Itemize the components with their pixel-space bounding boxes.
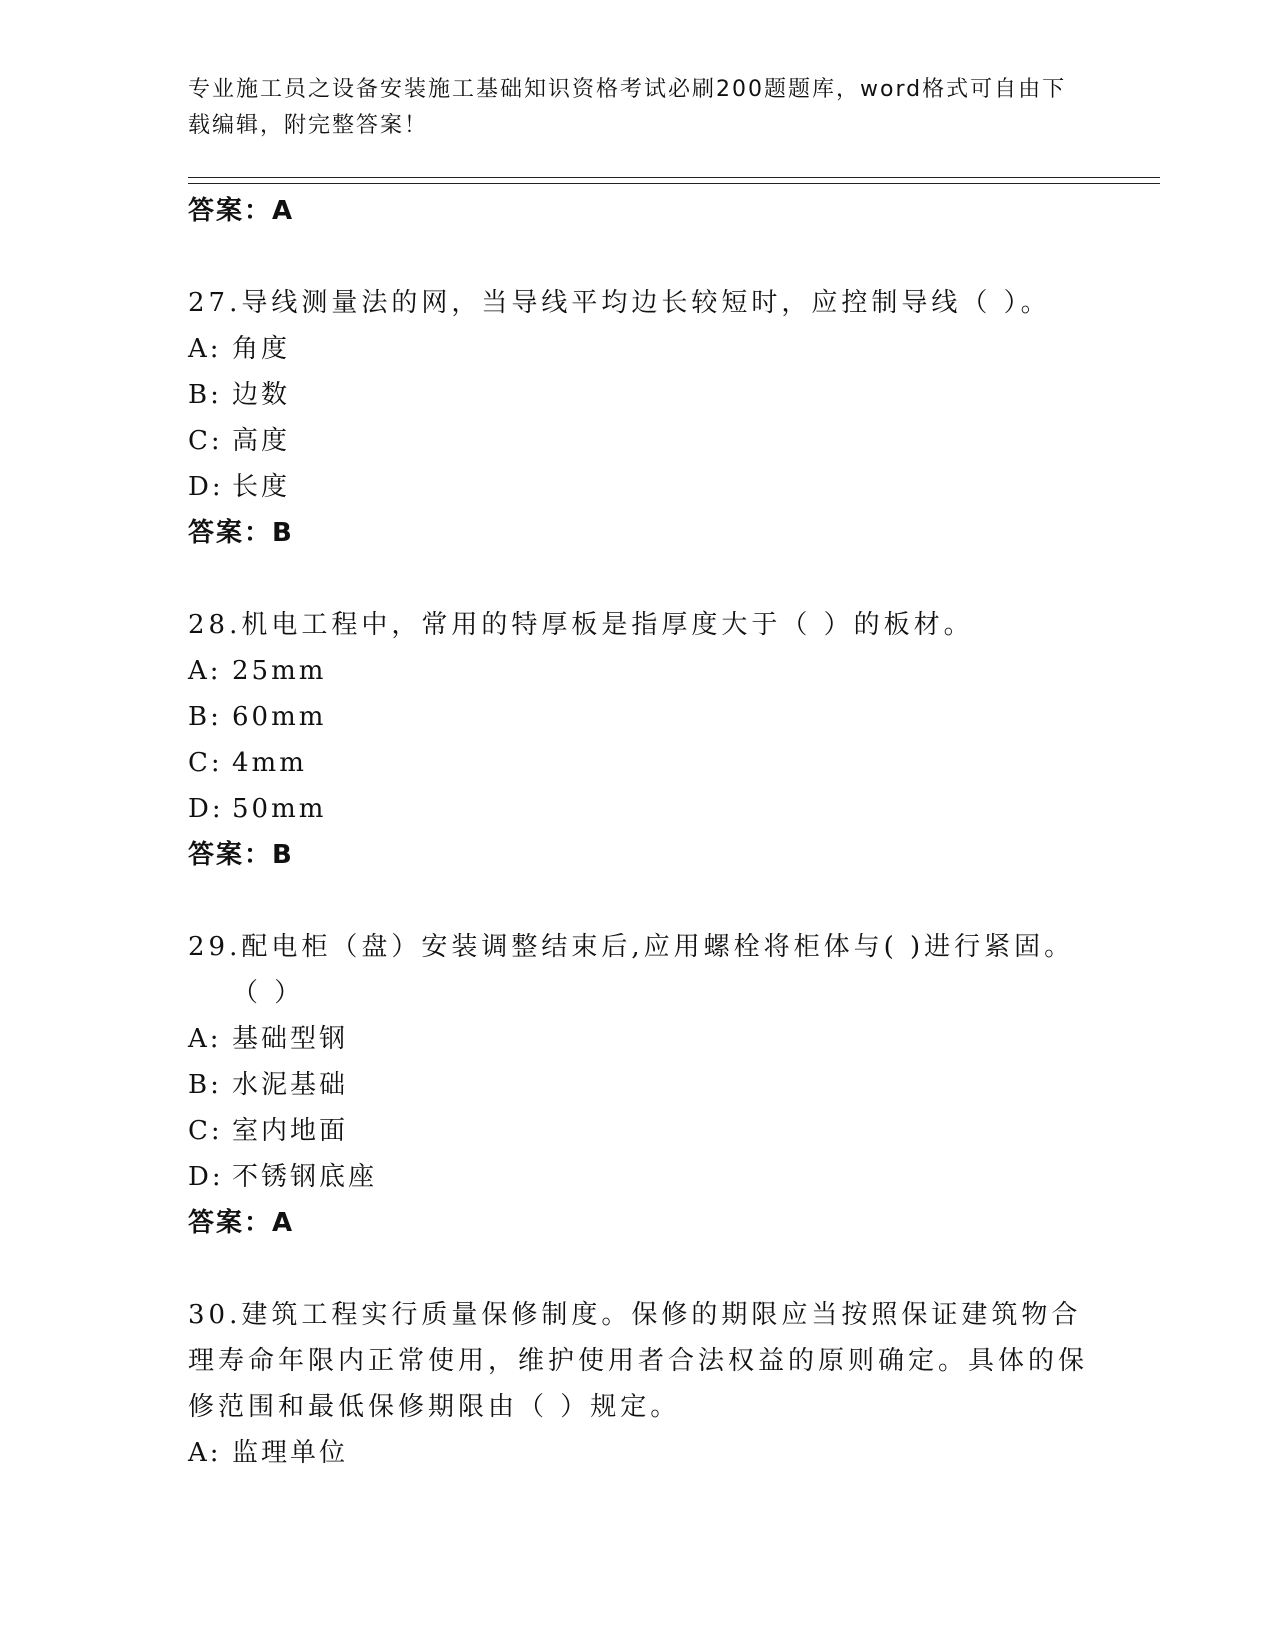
question-answer: 答案：B bbox=[188, 518, 294, 548]
option-d: D: 长度 bbox=[188, 472, 291, 502]
option-c: C: 高度 bbox=[188, 426, 291, 456]
previous-answer: 答案：A bbox=[188, 196, 295, 226]
option-b: B: 水泥基础 bbox=[188, 1070, 349, 1100]
header-rule-bottom bbox=[188, 183, 1160, 184]
question-stem: 27.导线测量法的网，当导线平均边长较短时，应控制导线（ ）。 bbox=[188, 288, 1051, 318]
option-a: A: 监理单位 bbox=[188, 1438, 349, 1468]
option-a: A: 角度 bbox=[188, 334, 291, 364]
option-c: C: 4mm bbox=[188, 748, 307, 778]
option-d: D: 50mm bbox=[188, 794, 327, 824]
question-answer: 答案：A bbox=[188, 1208, 295, 1238]
option-c: C: 室内地面 bbox=[188, 1116, 349, 1146]
question-27 bbox=[188, 280, 1088, 556]
header-rule-top bbox=[188, 177, 1160, 178]
question-answer: 答案：B bbox=[188, 840, 294, 870]
question-28 bbox=[188, 602, 1088, 878]
option-d: D: 不锈钢底座 bbox=[188, 1162, 378, 1192]
question-stem: 28.机电工程中，常用的特厚板是指厚度大于（ ）的板材。 bbox=[188, 610, 974, 640]
option-a: A: 基础型钢 bbox=[188, 1024, 349, 1054]
option-b: B: 60mm bbox=[188, 702, 327, 732]
question-30 bbox=[188, 1292, 1088, 1476]
question-stem: 30.建筑工程实行质量保修制度。保修的期限应当按照保证建筑物合理寿命年限内正常使用，维护使用者合法权益的原则确定。具体的保修范围和最低保修期限由（ ）规定。 bbox=[188, 1300, 1089, 1422]
question-list bbox=[188, 188, 1088, 1476]
page-header: 专业施工员之设备安装施工基础知识资格考试必刷200题题库，word格式可自由下载编辑，附完整答案！ bbox=[188, 77, 1067, 138]
question-stem: 29.配电柜（盘）安装调整结束后,应用螺栓将柜体与( )进行紧固。（ ） bbox=[188, 932, 1075, 1008]
option-b: B: 边数 bbox=[188, 380, 291, 410]
option-a: A: 25mm bbox=[188, 656, 327, 686]
question-29 bbox=[188, 924, 1088, 1246]
